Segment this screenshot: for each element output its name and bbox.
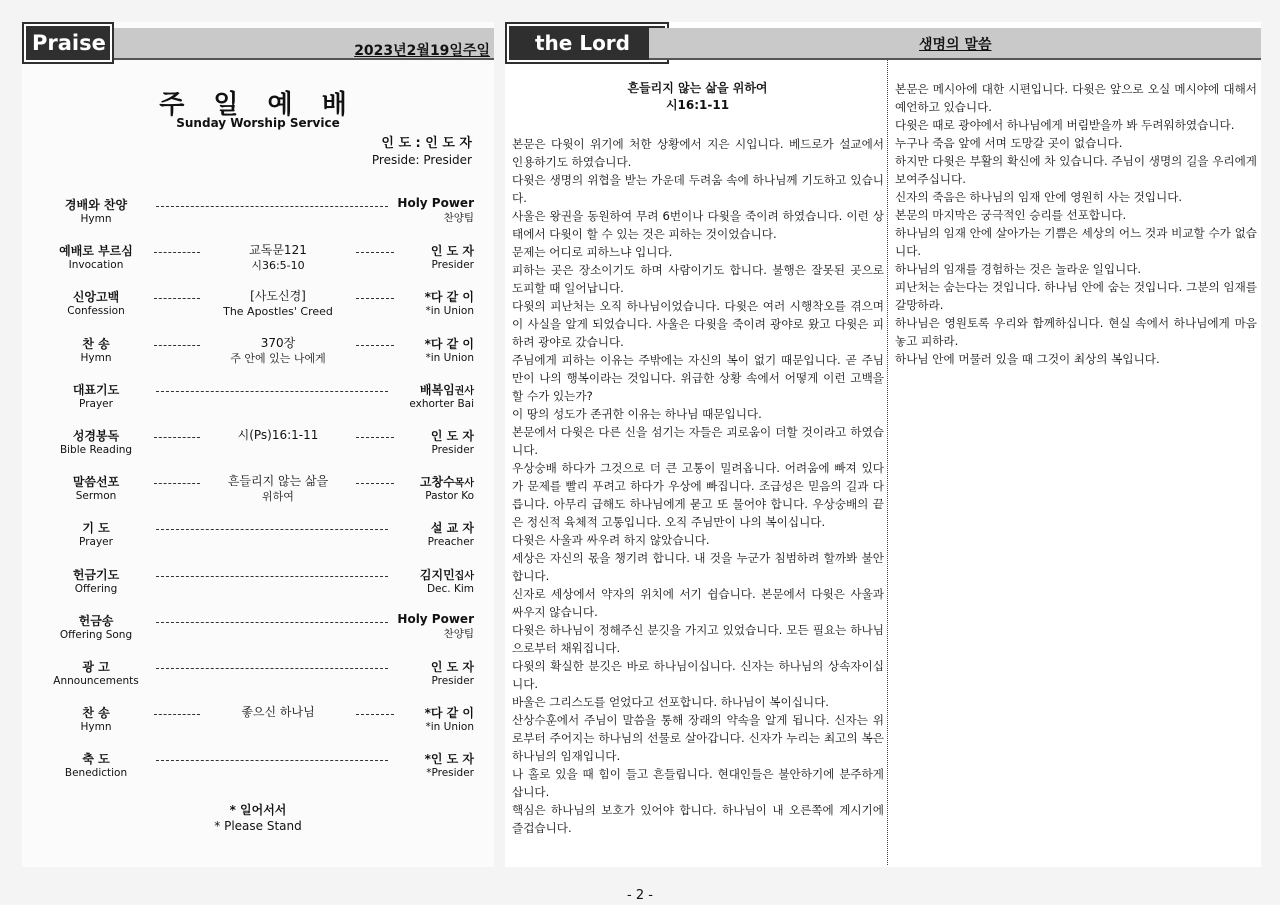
service-leader [378,381,474,410]
leader-ko [378,473,474,490]
stand-note [22,802,494,834]
leader-en: exhorter Bai [409,397,474,410]
sermon-paragraph: 신자로 세상에서 약자의 위치에 서기 쉽습니다. 본문에서 다윗은 사울과 싸우지 않습니다. [512,587,884,619]
detail-line-1: 좋으신 하나님 [241,705,315,720]
service-item-en: Bible Reading [59,444,133,456]
sermon-paragraph: 하나님의 임재를 경험하는 것은 놀라운 일입니다. [895,262,1142,276]
leader-ko [378,427,474,444]
detail-line-2: 시36:5-10 [251,259,305,273]
service-leader [378,750,474,779]
service-item-label [48,381,144,410]
service-item-ko: 기 도 [82,521,110,536]
leader-name: Holy Power [397,611,474,626]
sermon-paragraph: 본문의 마지막은 궁극적인 승리를 선포합니다. [895,208,1127,222]
praise-tab: Praise [22,22,114,64]
leader-ko [378,704,474,721]
sermon-paragraph: 이 땅의 성도가 존귀한 이유는 하나님 때문입니다. [512,407,762,421]
sermon-paragraph: 다윗은 생명의 위협을 받는 가운데 두려움 속에 하나님께 기도하고 있습니다. [512,173,884,205]
preside-ko: 인 도 : 인 도 자 [381,136,472,151]
stand-ko: * 일어서서 [229,803,287,817]
sermon-paragraph: 본문은 다윗이 위기에 처한 상황에서 지은 시입니다. 베드로가 설교에서 인용하기도 하였습니다. [512,137,884,169]
service-item-en: Offering Song [59,628,133,641]
leader-name: 인 도 자 [430,660,474,674]
leader-ko [378,750,474,767]
service-item-label [48,658,144,687]
service-row [48,748,474,788]
sermon-paragraph: 바울은 그리스도를 얻었다고 선포합니다. 하나님이 복이십니다. [512,695,829,709]
leader-ko [378,658,474,675]
service-item-en: Hymn [80,721,112,734]
sermon-heading: 생명의 말씀 [919,37,992,53]
service-item-ko: 경배와 찬양 [64,198,128,212]
leader-title: 목사 [454,478,474,490]
dash-leader [154,714,200,715]
dash-leader [154,483,200,484]
service-item-label [48,566,144,595]
leader-name: Holy Power [397,196,474,210]
leader-en: *in Union [425,305,474,318]
detail-line-1: 시(Ps)16:1-11 [237,428,319,442]
dash-leader [154,298,200,299]
service-item-label [48,704,144,733]
service-item-ko: 말씀선포 [72,475,120,490]
service-leader [378,658,474,687]
sermon-column-1 [512,135,884,837]
dash-leader [156,760,388,761]
page-number: - 2 - [627,888,653,903]
service-row [48,425,474,465]
service-date: 2023년2월19일주일 [354,43,490,59]
service-item-ko: 찬 송 [82,336,110,351]
detail-line-1: 370장 [260,335,296,350]
leader-name: 고창수 [419,475,455,490]
preside-info [372,136,472,168]
sermon-paragraph: 하나님 안에 머물러 있을 때 그것이 최상의 복입니다. [895,352,1160,366]
service-row [48,471,474,511]
leader-en: *in Union [425,351,474,364]
leader-ko [378,381,474,398]
service-item-ko: 대표기도 [72,382,120,397]
service-item-detail [208,288,348,320]
sermon-paragraph: 우상숭배 하다가 그것으로 더 큰 고통이 밀려옵니다. 어려움에 빠져 있다가 문제를 빨리 푸려고 하다가 우상에 빠집니다. 조급성은 믿음의 길과 다릅니다. 아무리 급해도 하나님에게 묻고 또 물어야 합니다. 우상숭배의 끝은 정신적 육체적 고통입니다. 오직 주님만이 나의 복이십니다. [512,461,884,529]
service-row [48,702,474,742]
service-item-label [48,519,144,548]
sermon-paragraph: 다윗의 피난처는 오직 하나님이었습니다. 다윗은 여러 시행착오를 겪으며 이 사실을 알게 되었습니다. 사울은 다윗을 죽이려 광야로 왔고 다윗은 피하려 광야로 갔습니다. [512,299,884,349]
leader-ko [378,335,474,352]
dash-leader [156,622,388,623]
sermon-paragraph: 다윗의 확실한 분깃은 바로 하나님이십니다. 신자는 하나님의 상속자이십니다. [512,659,884,691]
sermon-paragraph: 누구나 죽음 앞에 서며 도망갈 곳이 없습니다. [895,136,1123,150]
service-leader [378,473,474,502]
sermon-reference: 시16:1-11 [665,98,730,112]
service-row [48,610,474,650]
service-leader [378,519,474,548]
sermon-paragraph: 다윗은 사울과 싸우려 하지 않았습니다. [512,533,710,547]
service-row [48,286,474,326]
service-item-label [48,196,144,225]
service-item-detail [208,335,348,367]
worship-subtitle: Sunday Worship Service [176,116,340,130]
dash-leader [156,206,388,207]
service-item-en: Confession [67,305,125,318]
service-leader [378,288,474,317]
service-item-detail [208,704,348,720]
sermon-paragraph: 하나님의 임재 안에 살아가는 기쁨은 세상의 어느 것과 비교할 수가 없습니다. [895,226,1257,258]
detail-line-2: The Apostles' Creed [223,305,333,319]
service-leader [378,242,474,271]
sermon-paragraph: 주님에게 피하는 이유는 주밖에는 자신의 복이 없기 때문입니다. 곧 주님만이 나의 행복이라는 것입니다. 위급한 상황 속에서 어떻게 이런 고백을 할 수가 있는가? [512,353,884,403]
leader-en: Pastor Ko [425,490,474,503]
dash-leader [154,437,200,438]
detail-line-2: 주 안에 있는 나에게 [230,351,326,365]
service-leader [378,704,474,733]
leader-name: *다 같 이 [424,706,474,721]
leader-ko [378,566,474,583]
service-row [48,333,474,373]
service-row [48,194,474,234]
service-leader [378,427,474,456]
leader-en: 찬양팀 [443,212,474,224]
service-item-en: Invocation [68,259,124,272]
sermon-paragraph: 산상수훈에서 주님이 말씀을 통해 장래의 약속을 알게 됩니다. 신자는 위로부터 주어지는 하나님의 선물로 살아갑니다. 신자가 누리는 최고의 복은 하나님의 임재입니다. [512,713,884,763]
service-item-label [48,612,144,641]
service-item-label [48,473,144,502]
leader-name: 김지민 [419,567,455,582]
service-item-label [48,750,144,779]
detail-line-1: 교독문121 [249,243,307,258]
leader-en: Presider [431,259,474,272]
service-item-detail [208,427,348,443]
sermon-paragraph: 하지만 다윗은 부활의 확신에 차 있습니다. 주님이 생명의 길을 우리에게 보여주십니다. [895,154,1257,186]
leader-name: *다 같 이 [424,290,474,305]
sermon-paragraph: 피난처는 숨는다는 것입니다. 하나님 안에 숨는 것입니다. 그분의 임재를 갈망하라. [895,280,1257,312]
leader-en: *in Union [425,721,474,734]
service-item-ko: 찬 송 [82,706,110,721]
sermon-paragraph: 본문은 메시아에 대한 시편입니다. 다윗은 앞으로 오실 메시야에 대해서 예언하고 있습니다. [895,82,1257,114]
leader-name: 배복임 [419,382,455,397]
detail-line-2: 위하여 [262,490,294,504]
dash-leader [156,391,388,392]
service-item-label [48,335,144,364]
service-item-en: Offering [74,582,118,595]
leader-en: Preacher [427,536,474,549]
service-item-en: Benediction [64,767,128,780]
detail-line-1: 흔들리지 않는 삶을 [227,474,329,489]
header-bar [114,28,494,60]
service-item-en: Prayer [79,536,113,549]
sermon-paragraph: 나 홀로 있을 때 힘이 들고 흔들립니다. 현대인들은 불안하기에 분주하게 삽니다. [512,767,884,799]
sermon-paragraph: 문제는 어디로 피하느냐 입니다. [512,245,673,259]
column-divider [887,60,888,865]
leader-name: 인 도 자 [430,244,474,259]
sermon-paragraph: 세상은 자신의 몫을 챙기려 합니다. 내 것을 누군가 침범하려 할까봐 불안합니다. [512,551,884,583]
service-item-ko: 신앙고백 [72,290,120,305]
service-item-detail [208,473,348,505]
worship-title: 주 일 예 배 [159,90,357,120]
service-item-detail [208,242,348,274]
leader-ko [378,288,474,305]
preside-en: Preside: Presider [371,153,472,167]
service-item-en: Prayer [79,397,113,410]
service-item-ko: 헌금송 [78,613,114,628]
service-item-label [48,427,144,456]
detail-line-1: [사도신경] [250,289,306,304]
service-item-en: Hymn [80,213,112,225]
service-row [48,240,474,280]
leader-en: 찬양팀 [443,627,474,640]
service-item-en: Sermon [75,490,117,503]
service-row [48,564,474,604]
sermon-column-2 [895,80,1257,368]
service-leader [378,335,474,364]
leader-ko [378,242,474,259]
service-row [48,379,474,419]
dash-leader [156,576,388,577]
leader-en: Presider [431,675,474,687]
leader-ko [378,612,474,626]
service-item-en: Announcements [53,675,139,687]
service-item-ko: 성경봉독 [72,429,120,443]
service-item-ko: 축 도 [82,752,110,767]
dash-leader [156,668,388,669]
sermon-panel [505,22,1261,867]
leader-name: *인 도 자 [424,752,474,767]
sermon-paragraph: 다윗은 하나님이 정해주신 분깃을 가지고 있었습니다. 모든 필요는 하나님으로부터 채워집니다. [512,623,884,655]
service-item-label [48,242,144,271]
service-row [48,656,474,696]
leader-name: 설 교 자 [430,521,474,536]
dash-leader [154,345,200,346]
sermon-header-bar [649,28,1261,60]
leader-name: 인 도 자 [430,429,474,443]
leader-title: 권사 [454,385,474,397]
service-item-ko: 예배로 부르심 [59,244,133,259]
sermon-paragraph: 신자의 죽음은 하나님의 임재 안에 영원히 사는 것입니다. [895,190,1183,204]
sermon-title-block [505,80,890,114]
service-leader [378,566,474,595]
service-leader [378,196,474,225]
sermon-paragraph: 다윗은 때로 광야에서 하나님에게 버림받을까 봐 두려워하였습니다. [895,118,1235,132]
leader-en: Dec. Kim [426,582,474,595]
leader-ko [378,519,474,536]
service-item-ko: 광 고 [82,660,110,674]
leader-name: *다 같 이 [424,336,474,351]
leader-ko [378,196,474,210]
sermon-paragraph: 하나님은 영원토록 우리와 함께하십니다. 현실 속에서 하나님에게 마음 놓고 피하라. [895,316,1257,348]
sermon-title: 흔들리지 않는 삶을 위하여 [627,81,768,95]
sermon-paragraph: 피하는 곳은 장소이기도 하며 사람이기도 합니다. 불행은 잘못된 곳으로 도피할 때 일어납니다. [512,263,884,295]
worship-order-panel [22,22,494,867]
leader-title: 집사 [454,570,474,582]
lord-tab: the Lord [505,22,669,64]
sermon-paragraph: 핵심은 하나님의 보호가 있어야 합니다. 하나님이 내 오른쪽에 계시기에 즐겁습니다. [512,803,884,835]
service-item-label [48,288,144,317]
sermon-paragraph: 본문에서 다윗은 다른 신을 섬기는 자들은 괴로움이 더할 것이라고 하였습니다. [512,425,884,457]
dash-leader [154,252,200,253]
service-item-en: Hymn [80,351,112,364]
leader-en: Presider [431,444,474,456]
service-leader [378,612,474,641]
leader-en: *Presider [426,767,474,780]
service-item-ko: 헌금기도 [72,567,120,582]
stand-en: * Please Stand [214,819,302,833]
dash-leader [156,529,388,530]
service-row [48,517,474,557]
sermon-paragraph: 사울은 왕권을 동원하여 무려 6번이나 다윗을 죽이려 하였습니다. 이런 상태에서 다윗이 할 수 있는 것은 피하는 것이었습니다. [512,209,884,241]
